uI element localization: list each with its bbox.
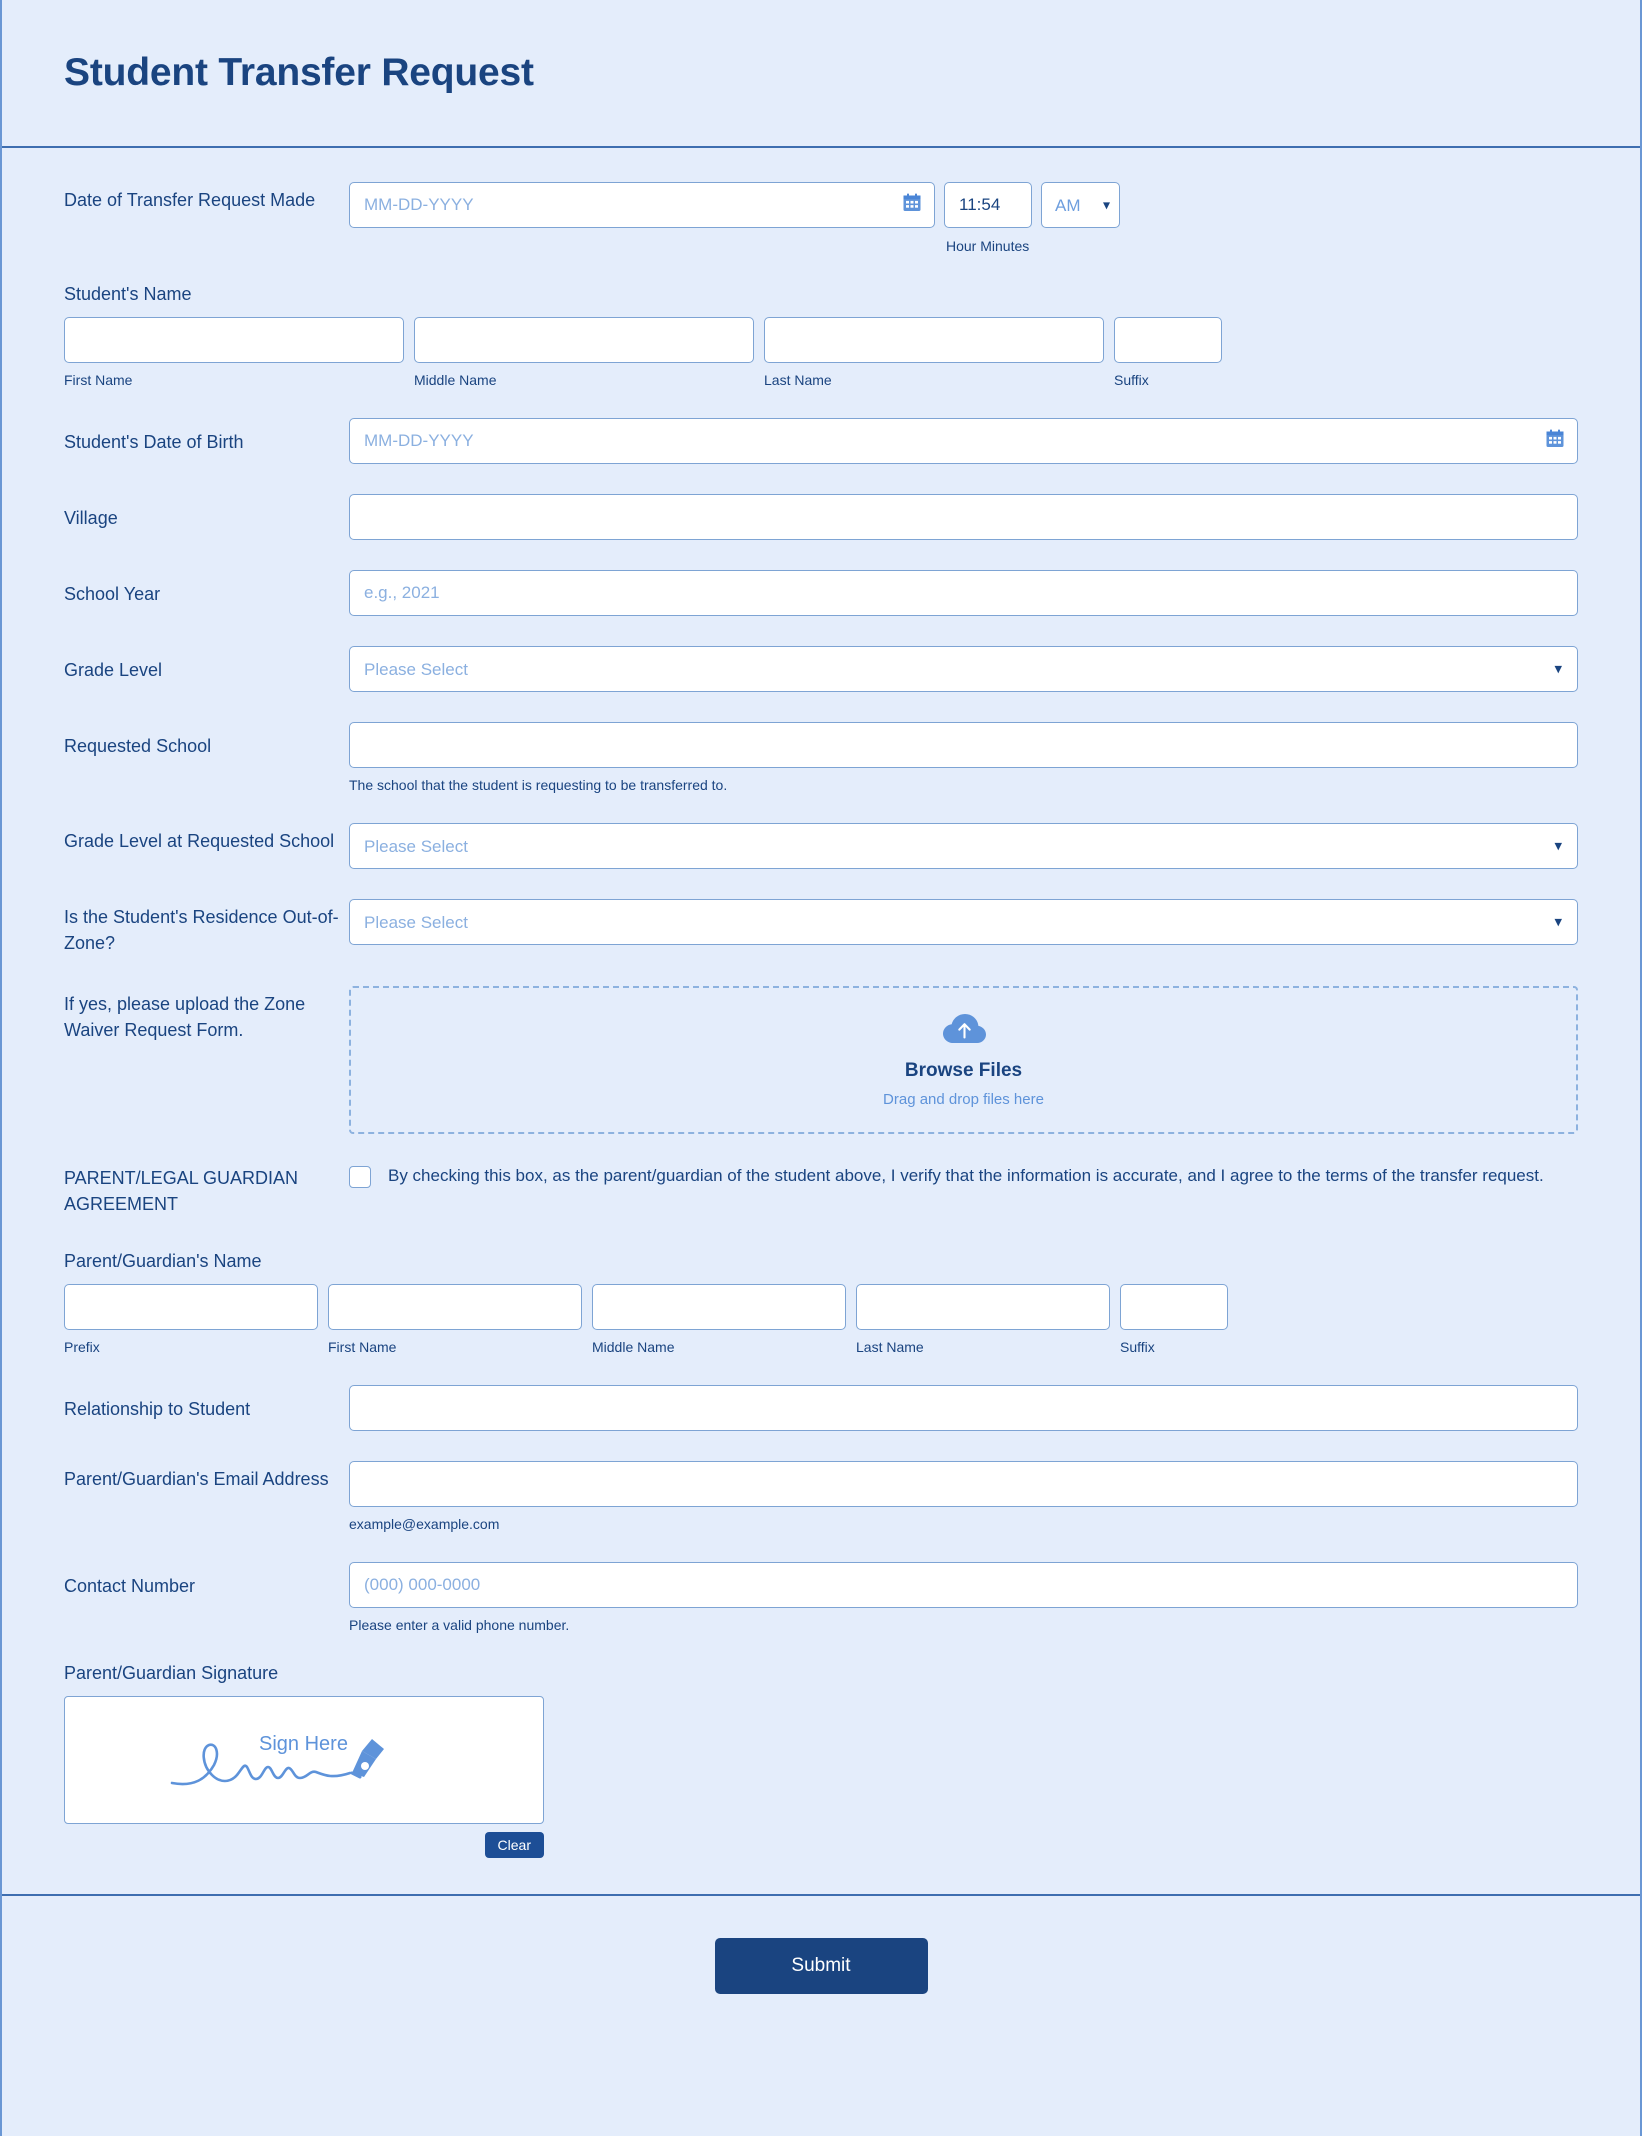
label-relationship: Relationship to Student [64, 1399, 251, 1420]
guardian-prefix-sublabel: Prefix [64, 1339, 100, 1356]
sign-here-graphic [154, 1717, 454, 1803]
cloud-upload-icon [942, 1013, 986, 1050]
student-suffix-cell [1114, 317, 1222, 388]
grade-level-requested-select[interactable] [349, 823, 1578, 869]
chevron-down-icon: ▾ [1554, 913, 1562, 931]
student-middle-name-input[interactable] [414, 317, 754, 363]
guardian-first-name-input[interactable] [328, 1284, 582, 1330]
clear-signature-button[interactable]: Clear [485, 1832, 544, 1858]
drag-drop-text: Drag and drop files here [883, 1090, 1044, 1108]
file-dropzone[interactable] [349, 986, 1578, 1134]
field-grade-level-requested [64, 823, 1578, 869]
out-of-zone-select-wrap [349, 899, 1578, 945]
sign-here-text: Sign Here [259, 1733, 348, 1756]
field-student-name [64, 284, 1578, 388]
field-relationship [64, 1385, 1578, 1431]
student-middle-name-sublabel: Middle Name [414, 372, 497, 388]
student-last-name-cell [764, 317, 1104, 388]
chevron-down-icon: ▾ [1102, 196, 1110, 213]
field-zone-waiver-upload [64, 986, 1578, 1134]
browse-files-button[interactable]: Browse Files [904, 1059, 1023, 1081]
grade-level-select-wrap [349, 646, 1578, 692]
guardian-suffix-sublabel: Suffix [1120, 1339, 1155, 1356]
transfer-date-field [349, 182, 935, 228]
student-first-name-input[interactable] [64, 317, 404, 363]
requested-school-hint: The school that the student is requesting to be transferred to. [349, 777, 728, 793]
time-sublabel: Hour Minutes [946, 238, 1030, 254]
guardian-suffix-cell [1120, 1284, 1228, 1355]
student-first-name-sublabel: First Name [64, 372, 133, 388]
contact-number-input[interactable] [349, 1562, 1578, 1608]
form-header [2, 0, 1640, 148]
label-grade-level: Grade Level [64, 660, 163, 680]
chevron-down-icon: ▾ [1554, 837, 1562, 855]
student-dob-field [349, 418, 1578, 464]
label-requested-school: Requested School [64, 736, 212, 756]
guardian-prefix-cell [64, 1284, 318, 1355]
student-last-name-sublabel: Last Name [764, 372, 832, 388]
guardian-email-hint: example@example.com [349, 1516, 500, 1533]
label-village: Village [64, 508, 118, 528]
signature-clear-wrap [64, 1832, 544, 1858]
agreement-checkbox[interactable] [349, 1166, 371, 1188]
guardian-first-name-cell [328, 1284, 582, 1355]
relationship-input[interactable] [349, 1385, 1578, 1431]
school-year-input[interactable] [349, 570, 1578, 616]
ampm-select[interactable] [1041, 182, 1120, 228]
label-transfer-date: Date of Transfer Request Made [64, 190, 316, 210]
label-student-name: Student's Name [64, 284, 192, 304]
field-guardian-name [64, 1251, 1578, 1355]
guardian-middle-name-cell [592, 1284, 846, 1355]
transfer-time-field [944, 182, 1032, 228]
student-first-name-cell [64, 317, 404, 388]
field-school-year [64, 570, 1578, 616]
transfer-date-input[interactable] [349, 182, 935, 228]
form-footer [2, 1894, 1640, 2050]
student-dob-input[interactable] [349, 418, 1578, 464]
field-guardian-email [64, 1461, 1578, 1532]
field-contact-number [64, 1562, 1578, 1633]
grade-level-requested-select-wrap [349, 823, 1578, 869]
label-grade-level-requested: Grade Level at Requested School [64, 831, 335, 851]
guardian-prefix-input[interactable] [64, 1284, 318, 1330]
form-body [2, 148, 1640, 1894]
grade-level-select[interactable] [349, 646, 1578, 692]
student-suffix-input[interactable] [1114, 317, 1222, 363]
guardian-middle-name-input[interactable] [592, 1284, 846, 1330]
student-last-name-input[interactable] [764, 317, 1104, 363]
label-out-of-zone: Is the Student's Residence Out-of-Zone? [64, 907, 339, 953]
page-title: Student Transfer Request [64, 51, 534, 94]
guardian-last-name-sublabel: Last Name [856, 1339, 924, 1356]
ampm-select-wrap [1041, 182, 1120, 228]
field-out-of-zone [64, 899, 1578, 956]
requested-school-input[interactable] [349, 722, 1578, 768]
field-village [64, 494, 1578, 540]
field-transfer-date [64, 182, 1578, 254]
label-guardian-email: Parent/Guardian's Email Address [64, 1469, 329, 1490]
guardian-last-name-input[interactable] [856, 1284, 1110, 1330]
guardian-middle-name-sublabel: Middle Name [592, 1339, 675, 1356]
agreement-checkbox-text: By checking this box, as the parent/guardian of the student above, I verify that the information is accurate, and I agree to the terms of the transfer request. [388, 1166, 1544, 1186]
student-suffix-sublabel: Suffix [1114, 372, 1149, 388]
guardian-name-grid [64, 1284, 1578, 1355]
student-middle-name-cell [414, 317, 754, 388]
out-of-zone-select[interactable] [349, 899, 1578, 945]
guardian-suffix-input[interactable] [1120, 1284, 1228, 1330]
village-input[interactable] [349, 494, 1578, 540]
label-zone-waiver-upload: If yes, please upload the Zone Waiver Request Form. [64, 994, 306, 1040]
field-grade-level [64, 646, 1578, 692]
label-guardian-name: Parent/Guardian's Name [64, 1251, 262, 1272]
guardian-email-input[interactable] [349, 1461, 1578, 1507]
label-contact-number: Contact Number [64, 1576, 196, 1597]
student-name-grid [64, 317, 1578, 388]
label-school-year: School Year [64, 584, 161, 604]
guardian-last-name-cell [856, 1284, 1110, 1355]
field-requested-school [64, 722, 1578, 793]
contact-number-hint: Please enter a valid phone number. [349, 1617, 570, 1634]
label-agreement: PARENT/LEGAL GUARDIAN AGREEMENT [64, 1168, 299, 1214]
guardian-first-name-sublabel: First Name [328, 1339, 397, 1356]
signature-pad[interactable] [64, 1696, 544, 1824]
field-agreement [64, 1164, 1578, 1217]
submit-button[interactable]: Submit [715, 1938, 928, 1994]
label-student-dob: Student's Date of Birth [64, 432, 244, 452]
field-student-dob [64, 418, 1578, 464]
label-signature: Parent/Guardian Signature [64, 1663, 279, 1684]
field-signature [64, 1663, 1578, 1858]
transfer-time-input[interactable] [944, 182, 1032, 228]
chevron-down-icon: ▾ [1554, 660, 1562, 678]
